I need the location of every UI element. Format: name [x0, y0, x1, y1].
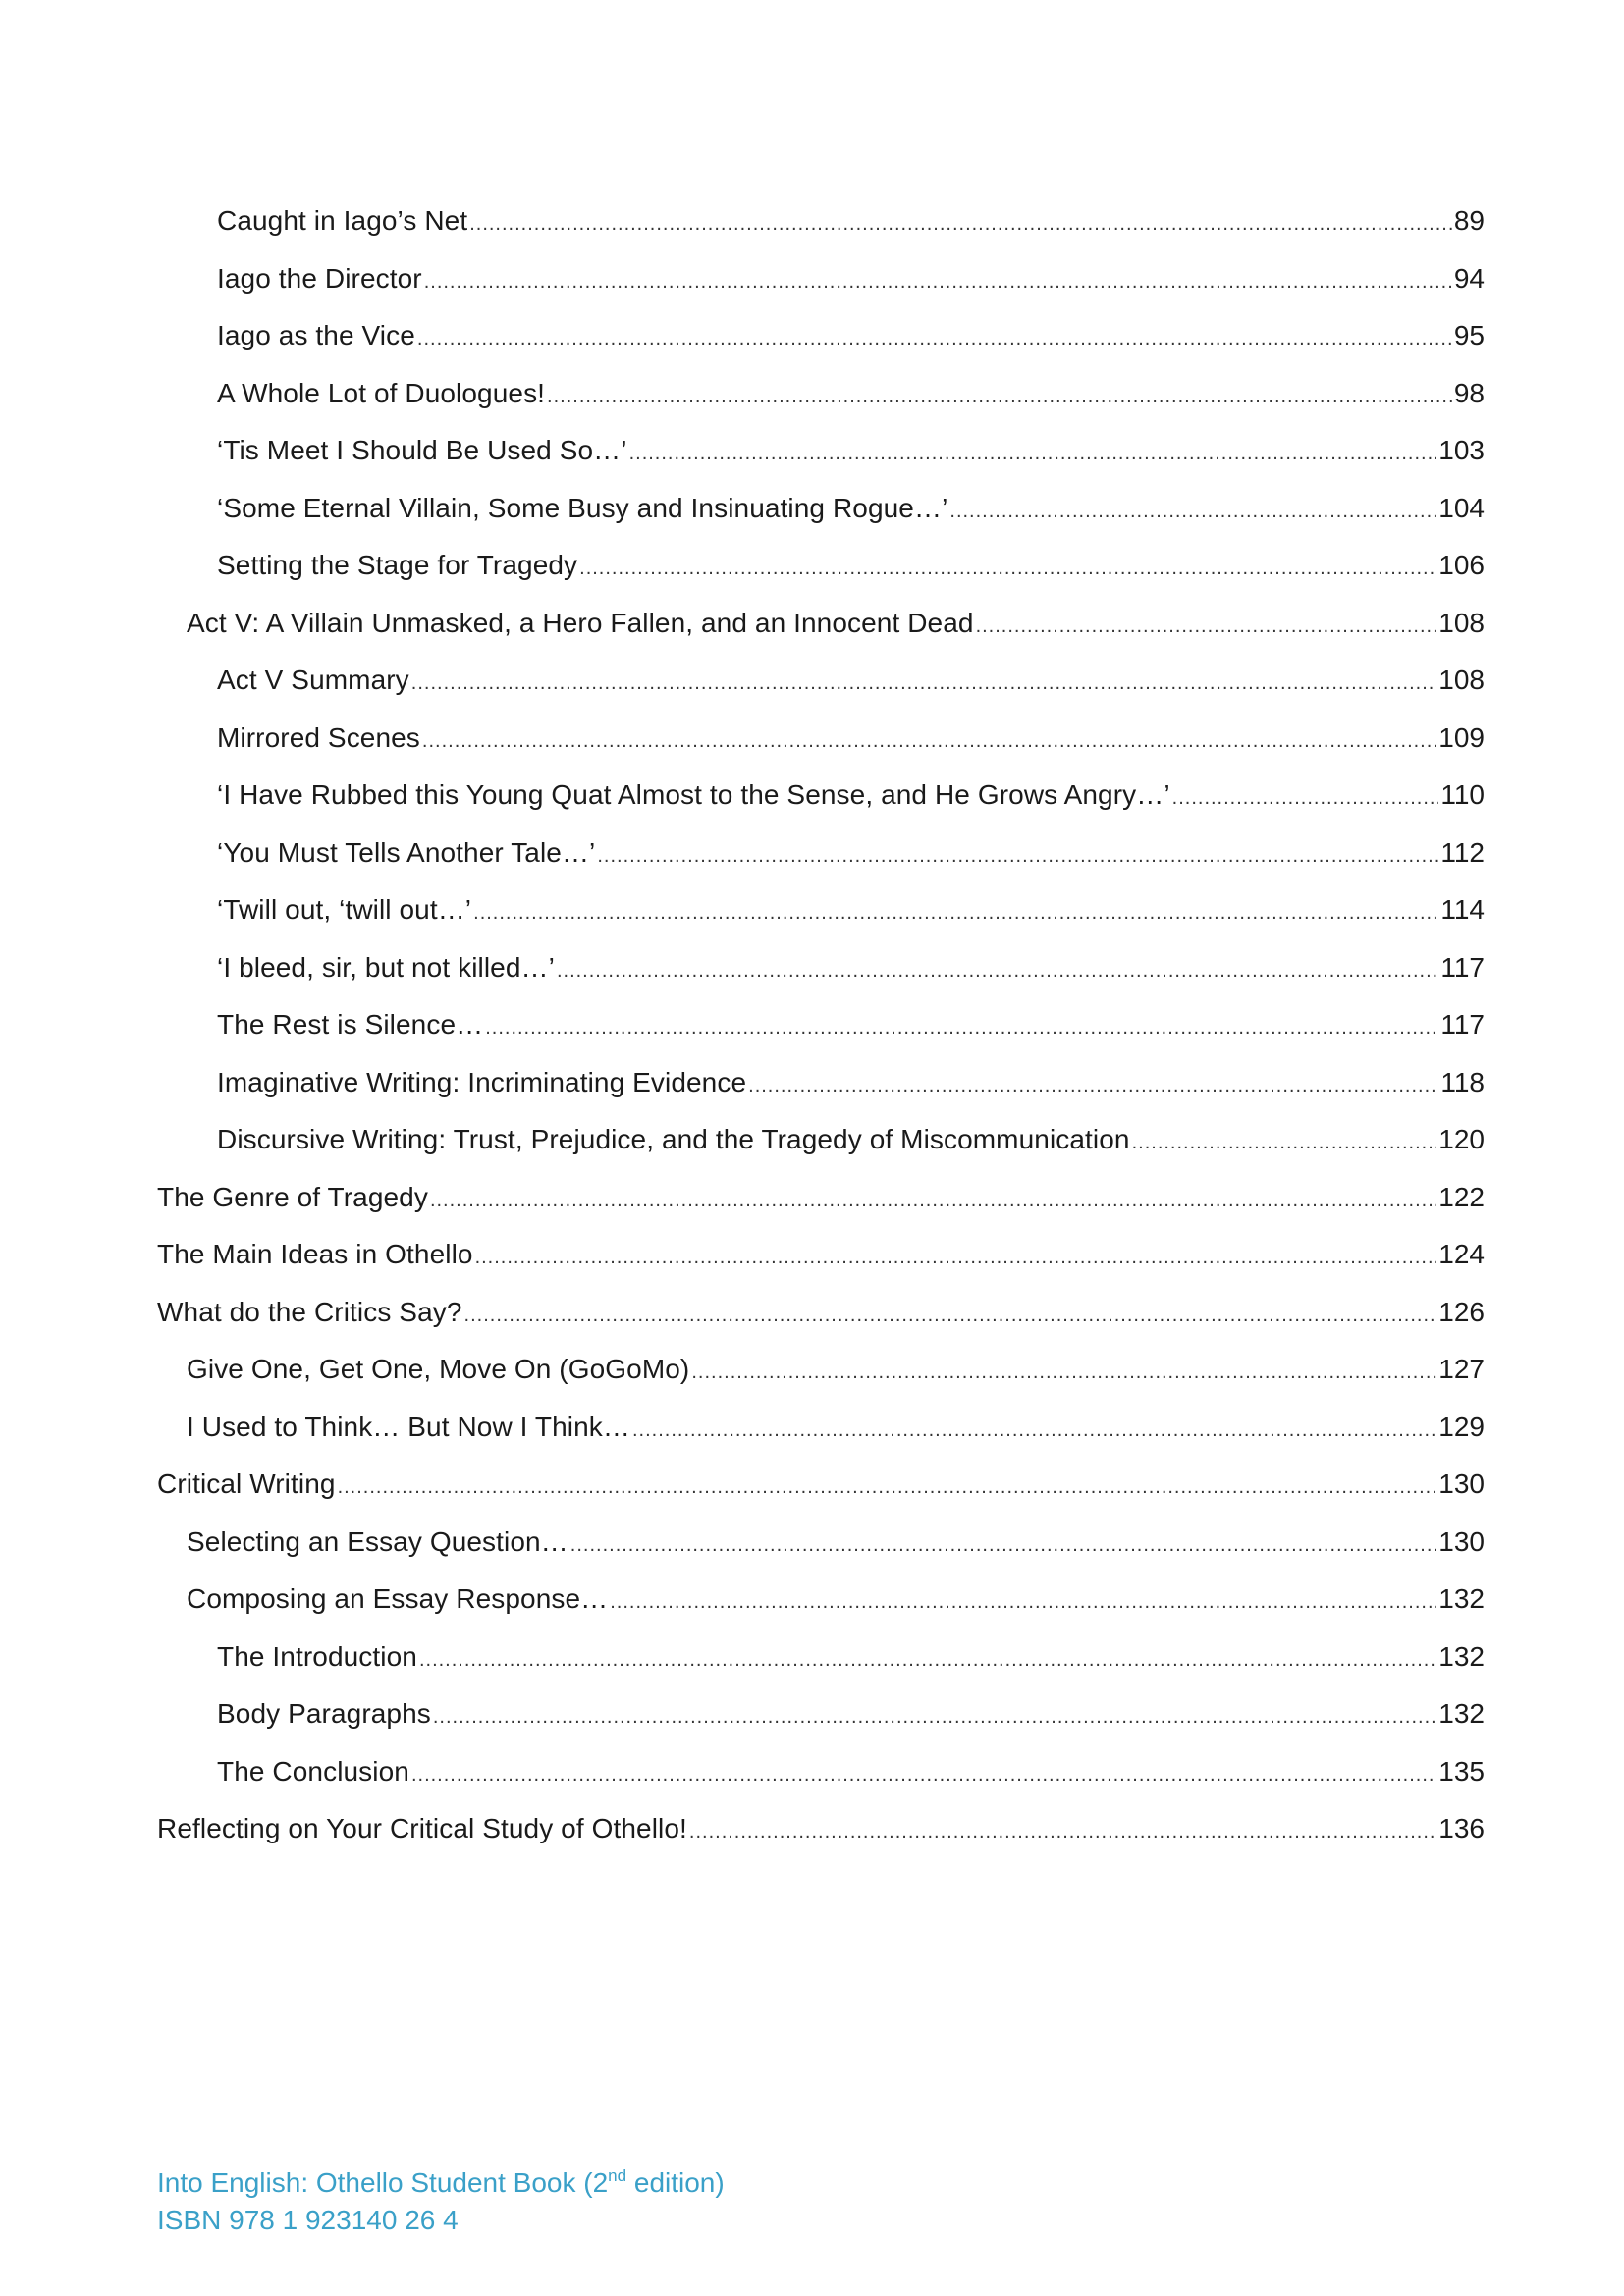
- toc-entry-title: Discursive Writing: Trust, Prejudice, and the Tragedy of Miscommunication: [217, 1124, 1130, 1154]
- toc-entry-page: 104: [1438, 492, 1485, 523]
- toc-entry[interactable]: [157, 1800, 1485, 1858]
- toc-entry-page: 108: [1438, 665, 1485, 695]
- toc-entry-page: 132: [1438, 1583, 1485, 1614]
- toc-entry[interactable]: [157, 1054, 1485, 1112]
- toc-entry-title: The Introduction: [217, 1640, 417, 1672]
- toc-entry-title: The Genre of Tragedy: [157, 1181, 428, 1212]
- footer-title-suffix: edition): [626, 2167, 725, 2198]
- toc-entry-page: 132: [1438, 1640, 1485, 1672]
- toc-entry-title: ‘You Must Tells Another Tale…’: [217, 836, 596, 868]
- toc-entry[interactable]: [157, 422, 1485, 480]
- toc-entry[interactable]: [157, 939, 1485, 997]
- toc-entry-title: ‘I Have Rubbed this Young Quat Almost to the Sense, and He Grows Angry…’: [217, 779, 1170, 810]
- toc-entry-page: 112: [1440, 836, 1485, 868]
- toc-entry-title: Reflecting on Your Critical Study of Othello!: [157, 1813, 687, 1843]
- toc-entry-title: Setting the Stage for Tragedy: [217, 550, 578, 580]
- toc-dot-leader: [464, 1287, 1437, 1345]
- toc-entry-page: 117: [1440, 1009, 1485, 1040]
- toc-entry[interactable]: [157, 307, 1485, 365]
- toc-entry-title: ‘Some Eternal Villain, Some Busy and Insinuating Rogue…’: [217, 492, 948, 523]
- toc-entry[interactable]: [157, 365, 1485, 423]
- toc-entry[interactable]: [157, 250, 1485, 308]
- toc-entry-title: Mirrored Scenes: [217, 721, 420, 753]
- toc-entry[interactable]: [157, 1169, 1485, 1227]
- toc-entry-title: The Rest is Silence…: [217, 1009, 484, 1040]
- toc-dot-leader: [1172, 770, 1439, 828]
- toc-entry-page: 126: [1438, 1296, 1485, 1327]
- toc-dot-leader: [748, 1057, 1438, 1115]
- toc-entry-page: 117: [1440, 951, 1485, 983]
- toc-entry-page: 136: [1438, 1813, 1485, 1843]
- toc-entry-title: I Used to Think… But Now I Think…: [187, 1411, 630, 1442]
- toc-dot-leader: [419, 1631, 1436, 1689]
- toc-entry-title: Critical Writing: [157, 1468, 336, 1499]
- toc-dot-leader: [485, 999, 1438, 1057]
- toc-entry[interactable]: [157, 1284, 1485, 1342]
- toc-entry-title: The Conclusion: [217, 1755, 409, 1787]
- toc-entry-page: 130: [1438, 1525, 1485, 1557]
- toc-dot-leader: [422, 713, 1436, 771]
- toc-entry-title: Give One, Get One, Move On (GoGoMo): [187, 1354, 690, 1384]
- toc-dot-leader: [338, 1459, 1437, 1517]
- toc-entry-title: ‘I bleed, sir, but not killed…’: [217, 951, 555, 983]
- footer-isbn: ISBN 978 1 923140 26 4: [157, 2205, 459, 2235]
- toc-entry-title: Selecting an Essay Question…: [187, 1525, 568, 1557]
- toc-entry-title: Caught in Iago’s Net: [217, 205, 468, 236]
- toc-entry-page: 94: [1453, 262, 1485, 294]
- toc-dot-leader: [417, 310, 1452, 368]
- toc-dot-leader: [570, 1517, 1436, 1575]
- toc-dot-leader: [610, 1574, 1436, 1631]
- toc-entry-title: Iago the Director: [217, 262, 422, 294]
- toc-entry-page: 108: [1438, 607, 1485, 638]
- toc-entry[interactable]: [157, 652, 1485, 710]
- toc-entry-title: The Main Ideas in Othello: [157, 1239, 473, 1269]
- toc-dot-leader: [469, 195, 1452, 253]
- toc-entry-page: 114: [1440, 894, 1485, 925]
- toc-entry-title: Imaginative Writing: Incriminating Evidence: [217, 1066, 747, 1097]
- toc-dot-leader: [597, 828, 1438, 885]
- toc-entry-title: Body Paragraphs: [217, 1698, 431, 1729]
- toc-entry-page: 120: [1438, 1124, 1485, 1154]
- toc-entry[interactable]: [157, 1341, 1485, 1399]
- toc-entry[interactable]: [157, 1226, 1485, 1284]
- toc-dot-leader: [473, 884, 1438, 942]
- toc-entry[interactable]: [157, 767, 1485, 825]
- footer-book-title: [157, 2164, 725, 2202]
- toc-entry[interactable]: [157, 192, 1485, 250]
- toc-entry-page: 124: [1438, 1239, 1485, 1269]
- toc-entry-page: 98: [1453, 377, 1485, 408]
- toc-entry-page: 129: [1438, 1411, 1485, 1442]
- toc-dot-leader: [632, 1402, 1436, 1460]
- toc-dot-leader: [579, 540, 1436, 598]
- toc-entry[interactable]: [157, 1514, 1485, 1572]
- toc-entry-title: Act V Summary: [217, 665, 409, 695]
- toc-entry[interactable]: [157, 1571, 1485, 1629]
- toc-dot-leader: [547, 368, 1452, 426]
- toc-entry[interactable]: [157, 595, 1485, 653]
- toc-entry-page: 89: [1453, 205, 1485, 236]
- toc-dot-leader: [557, 942, 1438, 1000]
- toc-entry[interactable]: [157, 1743, 1485, 1801]
- toc-dot-leader: [1132, 1114, 1437, 1172]
- toc-entry[interactable]: [157, 710, 1485, 768]
- toc-dot-leader: [411, 655, 1436, 713]
- toc-entry[interactable]: [157, 1111, 1485, 1169]
- toc-entry-page: 95: [1453, 320, 1485, 350]
- toc-entry-page: 130: [1438, 1468, 1485, 1499]
- toc-dot-leader: [433, 1688, 1436, 1746]
- toc-entry[interactable]: [157, 1629, 1485, 1686]
- toc-entry-page: 132: [1438, 1698, 1485, 1729]
- toc-entry[interactable]: [157, 996, 1485, 1054]
- toc-entry-title: What do the Critics Say?: [157, 1296, 462, 1327]
- page-footer: [157, 2164, 725, 2239]
- footer-title-prefix: Into English: Othello Student Book (2: [157, 2167, 609, 2198]
- toc-entry-page: 127: [1438, 1354, 1485, 1384]
- toc-entry[interactable]: [157, 1685, 1485, 1743]
- toc-entry-page: 103: [1438, 435, 1485, 465]
- toc-entry[interactable]: [157, 825, 1485, 882]
- toc-entry-title: A Whole Lot of Duologues!: [217, 377, 546, 408]
- toc-dot-leader: [949, 483, 1436, 541]
- toc-entry-title: Act V: A Villain Unmasked, a Hero Fallen, and an Innocent Dead: [187, 607, 974, 638]
- toc-dot-leader: [411, 1746, 1436, 1804]
- table-of-contents: [157, 192, 1485, 1858]
- toc-entry-page: 109: [1438, 721, 1485, 753]
- toc-dot-leader: [424, 253, 1452, 311]
- toc-dot-leader: [430, 1172, 1436, 1230]
- toc-entry-page: 106: [1438, 550, 1485, 580]
- toc-entry[interactable]: [157, 1399, 1485, 1457]
- toc-entry-page: 118: [1440, 1066, 1485, 1097]
- toc-dot-leader: [691, 1344, 1436, 1402]
- toc-dot-leader: [976, 598, 1437, 656]
- toc-entry-page: 135: [1438, 1755, 1485, 1787]
- toc-entry[interactable]: [157, 537, 1485, 595]
- toc-entry-title: Composing an Essay Response…: [187, 1583, 609, 1614]
- toc-entry[interactable]: [157, 1456, 1485, 1514]
- toc-dot-leader: [475, 1229, 1437, 1287]
- toc-entry[interactable]: [157, 480, 1485, 538]
- toc-entry-page: 110: [1440, 779, 1485, 810]
- footer-title-superscript: nd: [608, 2166, 627, 2185]
- toc-entry-title: ‘Tis Meet I Should Be Used So…’: [217, 435, 627, 465]
- toc-entry-title: Iago as the Vice: [217, 320, 415, 350]
- toc-dot-leader: [689, 1803, 1436, 1861]
- toc-entry-page: 122: [1438, 1181, 1485, 1212]
- toc-entry-title: ‘Twill out, ‘twill out…’: [217, 894, 472, 925]
- toc-entry[interactable]: [157, 881, 1485, 939]
- toc-dot-leader: [629, 425, 1437, 483]
